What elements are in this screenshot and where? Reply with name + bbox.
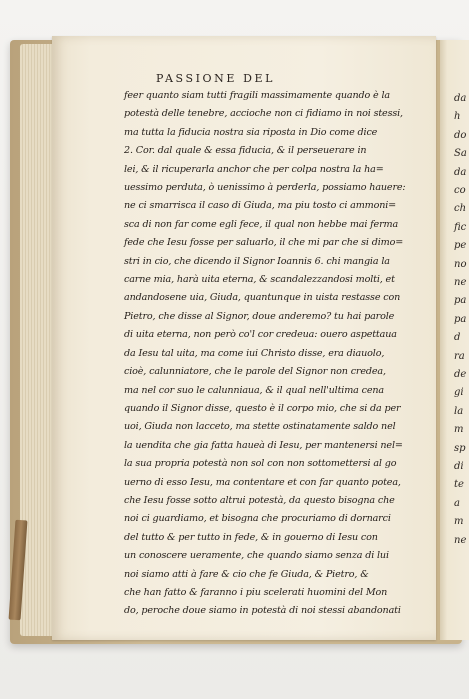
facing-page-fragment: te: [454, 479, 464, 491]
running-head: PASSIONE DEL: [156, 72, 276, 85]
text-line: noi ci guardiamo, et bisogna che procuriamo di dornarci: [124, 513, 391, 525]
facing-page-fragment: co: [454, 185, 466, 196]
facing-page-fragment: a: [454, 497, 460, 509]
text-line: che han fatto & faranno i piu scelerati huomini del Mon: [124, 586, 388, 598]
text-line: stri in cio, che dicendo il Signor Ioannis 6. chi mangia la: [124, 255, 390, 267]
facing-page-fragment: ne: [454, 534, 467, 546]
facing-page-fragment: la: [454, 405, 464, 417]
text-line: cioè, calunniatore, che le parole del Signor non credea,: [124, 366, 386, 378]
text-line: uessimo perduta, ò uenissimo à perderla, possiamo hauere:: [124, 182, 406, 194]
text-line: ma tutta la fiducia nostra sia riposta in Dio come dice: [124, 126, 378, 138]
facing-page-fragment: da: [454, 166, 467, 178]
text-line: di uita eterna, non però co'l cor credeua: ouero aspettaua: [124, 329, 397, 341]
facing-page-fragment: ne: [454, 277, 467, 288]
facing-page-fragment: da: [454, 93, 467, 104]
facing-page-fragment: m: [454, 516, 464, 528]
text-line: da Iesu tal uita, ma come iui Christo disse, era diauolo,: [124, 347, 385, 359]
text-line: do, peroche doue siamo in potestà di noi stessi abandonati: [124, 605, 401, 617]
facing-page-fragment: Sa: [454, 148, 467, 160]
text-line: un conoscere ueramente, che quando siamo senza di lui: [124, 550, 389, 562]
facing-page-edge: [440, 40, 469, 640]
text-line: noi siamo atti à fare & cio che fe Giuda, & Pietro, &: [124, 568, 369, 580]
facing-page-fragment: h: [454, 111, 461, 123]
text-line: feer quanto siam tutti fragili massimamente quando è la: [124, 90, 390, 101]
text-line: sca di non far come egli fece, il qual non hebbe mai ferma: [124, 218, 399, 230]
facing-page-fragment: m: [454, 424, 464, 436]
text-line: ne ci smarrisca il caso di Giuda, ma piu tosto ci ammoni=: [124, 200, 397, 212]
facing-page-fragment: di: [454, 461, 464, 472]
facing-page-fragment: pe: [454, 240, 467, 252]
facing-page-fragment: ch: [454, 203, 467, 215]
text-line: fede che Iesu fosse per saluarlo, il che mi par che si dimo=: [124, 237, 404, 249]
text-line: ma nel cor suo le calunniaua, & il qual nell'ultima cena: [124, 384, 384, 396]
text-line: carne mia, harà uita eterna, & scandalezzandosi molti, et: [124, 274, 395, 286]
text-line: andandosene uia, Giuda, quantunque in uista restasse con: [124, 292, 401, 304]
facing-page-fragment: de: [454, 369, 467, 380]
text-line: che Iesu fosse sotto altrui potestà, da questo bisogna che: [124, 494, 395, 506]
facing-page-fragment: pa: [454, 295, 467, 307]
text-line: uerno di esso Iesu, ma contentare et con far quanto potea,: [124, 476, 401, 488]
text-line: 2. Cor. dal quale & essa fiducia, & il perseuerare in: [124, 145, 367, 157]
text-line: lei, & il ricuperarla anchor che per colpa nostra la ha=: [124, 163, 384, 175]
facing-page-fragment: pa: [454, 313, 467, 325]
facing-page-fragment: no: [454, 258, 467, 270]
facing-page-fragment: gi: [454, 387, 464, 399]
facing-page-fragment: d: [454, 332, 461, 344]
facing-page-fragment: fic: [454, 221, 467, 233]
facing-page-fragment: ra: [454, 350, 465, 362]
text-line: la uendita che gia fatta haueà di Iesu, per mantenersi nel=: [124, 439, 403, 451]
facing-page-fragment: do: [454, 129, 467, 141]
text-line: uoi, Giuda non lacceto, ma stette ostinatamente saldo nel: [124, 421, 396, 433]
page-text: [124, 87, 424, 621]
text-line: la sua propria potestà non sol con non sottomettersi al go: [124, 458, 397, 470]
text-line: potestà delle tenebre, accioche non ci fidiamo in noi stessi,: [124, 108, 403, 120]
text-line: del tutto & per tutto in fede, & in gouerno di Iesu con: [124, 531, 378, 543]
text-line: Pietro, che disse al Signor, doue anderemo? tu hai parole: [124, 310, 395, 322]
text-line: quando il Signor disse, questo è il corpo mio, che si da per: [124, 402, 401, 414]
facing-page-fragment: sp: [454, 442, 466, 454]
